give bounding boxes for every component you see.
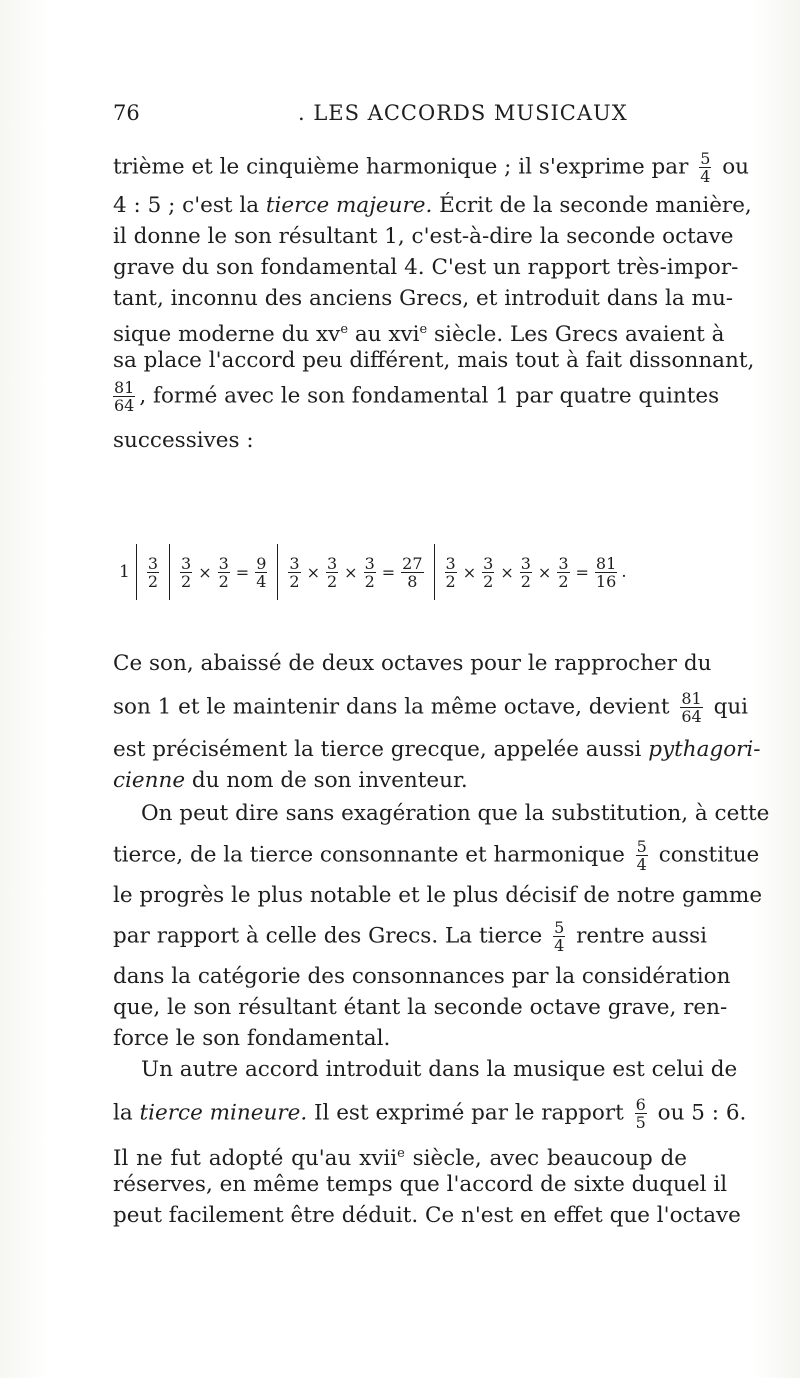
text-line: sique moderne du $xv^e$ au xvi$^e$ siècle. Les Grecs avaient à [113,322,725,347]
text-line: la tierce mineure. Il est exprimé par le rapport $\frac{6}{5}$ ou 5 : 6. [113,1095,747,1132]
fraction-81-64: $\frac{81}{64}$ [114,378,135,415]
text-span: trième et le cinquième harmonique ; il s'exprime par [113,154,689,180]
text-line: est précisément la tierce grecque, appelée aussi pythagori- [113,737,761,762]
text-line: force le son fondamental. [113,1026,391,1051]
text-span: ou [722,154,750,180]
term-pythagoricienne: pythagori- [648,737,761,762]
text-line: peut facilement être déduit. Ce n'est en effet que l'octave [113,1203,741,1228]
text-line: Ce son, abaissé de deux octaves pour le rapprocher du [113,651,712,676]
fraction-5-4: $\frac{5}{4}$ [554,918,565,955]
text-line: que, le son résultant étant la seconde octave grave, ren- [113,995,728,1020]
text-line: tant, inconnu des anciens Grecs, et introduit dans la mu- [113,286,734,311]
text-line: tierce, de la tierce consonnante et harmonique $\frac{5}{4}$ constitue [113,837,760,874]
text-line: successives : [113,428,254,453]
text-line: réserves, en même temps que l'accord de sixte duquel il [113,1172,728,1197]
text-line: Un autre accord introduit dans la musique est celui de [141,1057,738,1082]
text-line: par rapport à celle des Grecs. La tierce $\frac{5}{4}$ rentre aussi [113,918,708,955]
page-number: 76 [113,101,140,125]
text-line: il donne le son résultant 1, c'est-à-dire la seconde octave [113,224,734,249]
text-line: On peut dire sans exagération que la substitution, à cette [141,801,770,826]
series-term-4: $\frac{3}{2}$ × $\frac{3}{2}$ × $\frac{3}{2}$ = $\frac{27}{8}$ [278,544,434,600]
text-line: 4 : 5 ; c'est la tierce majeure. Écrit de la seconde manière, [113,193,752,218]
text-line: Il ne fut adopté qu'au xvii$^e$ siècle, avec beaucoup de [113,1146,687,1171]
text-line: grave du son fondamental 4. C'est un rapport très-impor- [113,255,739,280]
term-tierce-majeure: tierce majeure. [265,193,433,218]
fraction-81-64: $\frac{81}{64}$ [681,689,702,726]
series-term-1: 1 [113,544,137,600]
text-line: dans la catégorie des consonnances par la considération [113,964,731,989]
series-term-5: $\frac{3}{2}$ × $\frac{3}{2}$ × $\frac{3}{2}$ × $\frac{3}{2}$ = $\frac{81}{16}$ . [445,553,627,591]
text-line [113,149,750,186]
running-head: . LES ACCORDS MUSICAUX [298,101,628,125]
fraction-5-4: $\frac{5}{4}$ [636,837,647,874]
text-line: sa place l'accord peu différent, mais tout à fait dissonnant, [113,348,755,373]
text-line: son 1 et le maintenir dans la même octave, devient $\frac{81}{64}$ qui [113,689,749,726]
series-term-3: $\frac{3}{2}$ × $\frac{3}{2}$ = $\frac{9}{4}$ [170,544,278,600]
page-header [113,101,693,131]
term-tierce-mineure: tierce mineure. [139,1100,308,1126]
fifths-series [113,544,687,600]
fraction-5-4: $\frac{5}{4}$ [700,149,711,186]
text-line: cienne du nom de son inventeur. [113,768,468,793]
text-line: $\frac{81}{64}$ , formé avec le son fondamental 1 par quatre quintes [114,378,720,415]
fraction-6-5: $\frac{6}{5}$ [635,1095,646,1132]
text-line: le progrès le plus notable et le plus décisif de notre gamme [113,883,763,908]
series-term-2: $\frac{3}{2}$ [137,544,170,600]
